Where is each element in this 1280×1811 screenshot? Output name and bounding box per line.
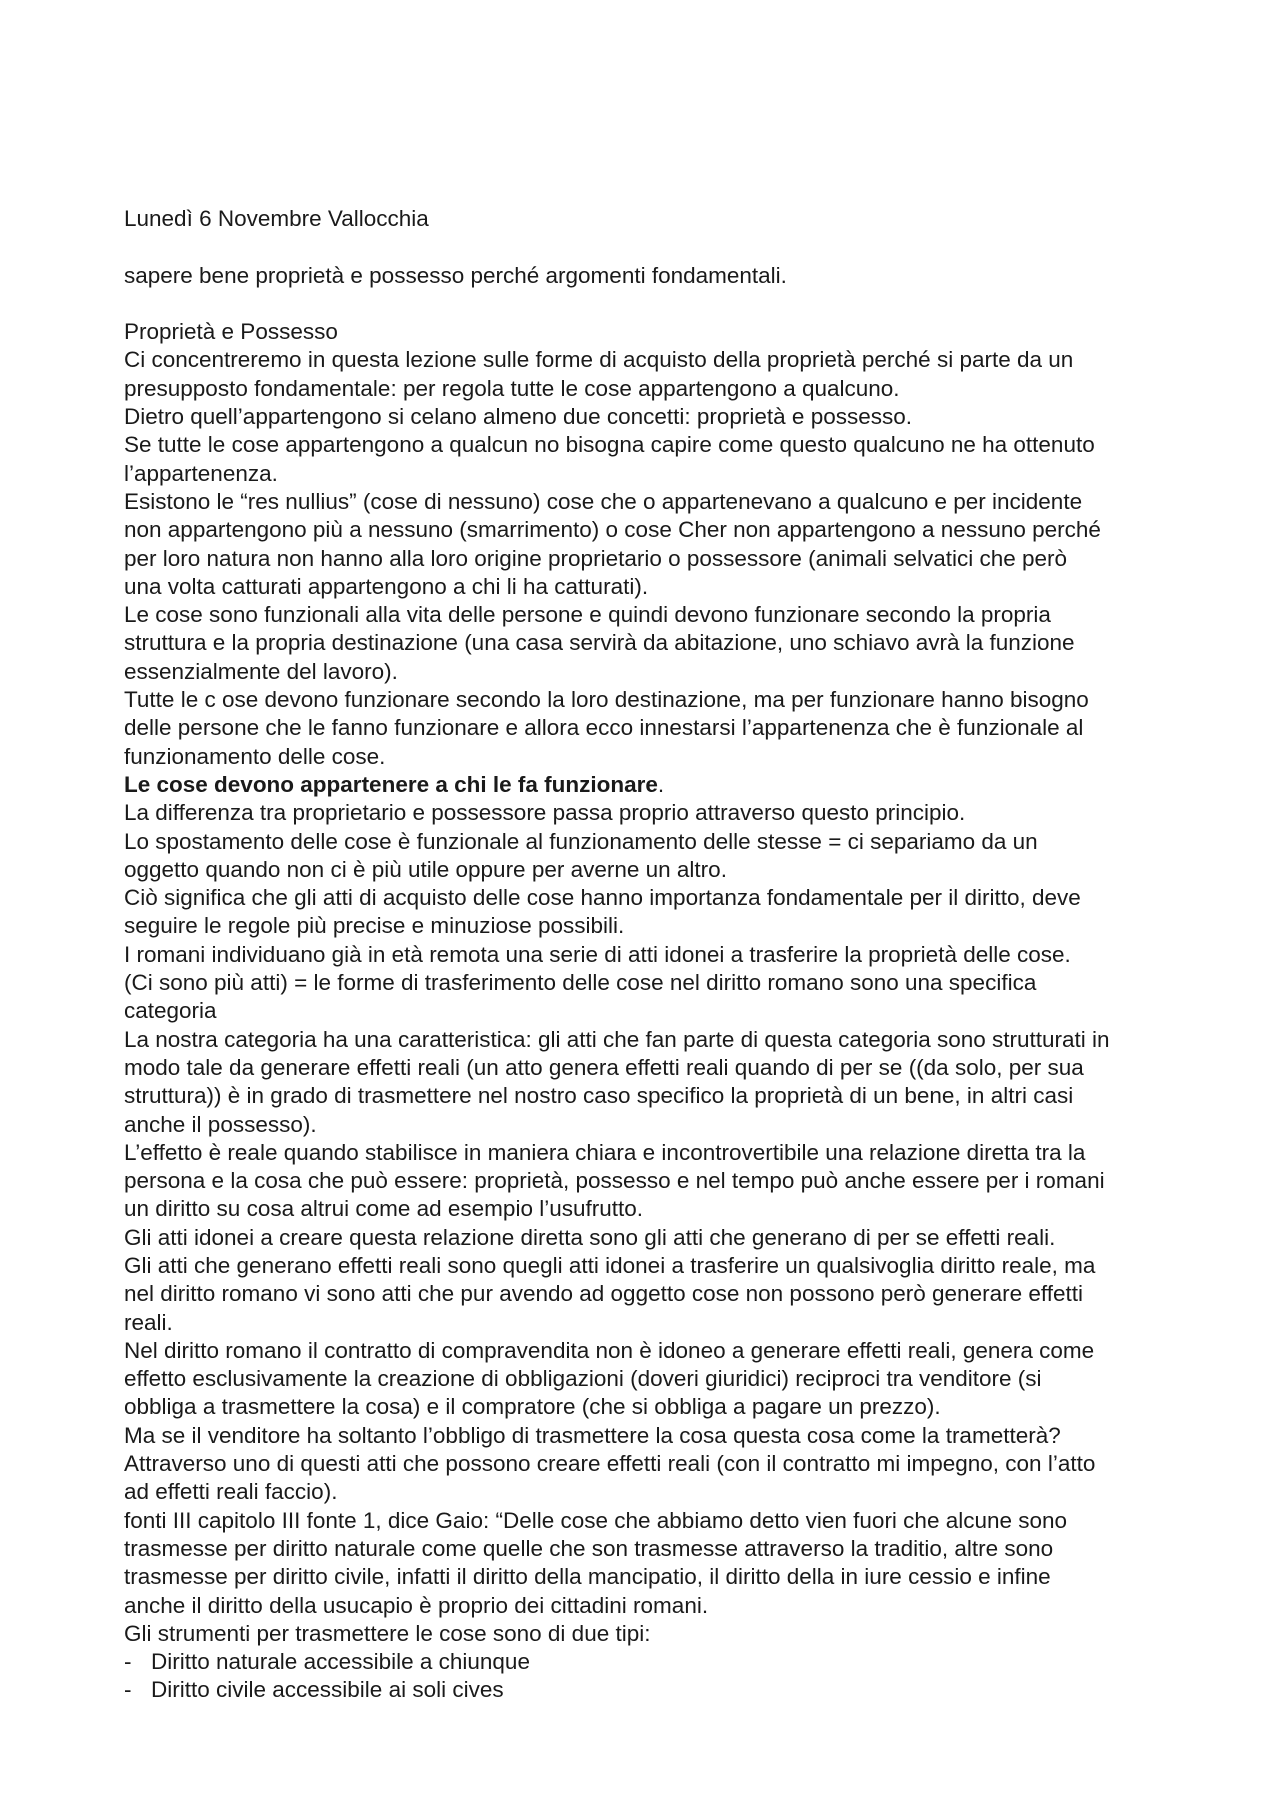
text-line: struttura e la propria destinazione (una casa servirà da abitazione, uno schiavo avrà la funzione (124, 630, 1075, 656)
text-line: Nel diritto romano il contratto di compravendita non è idoneo a generare effetti reali, genera come (124, 1337, 1095, 1363)
text-line: anche il possesso). (124, 1111, 317, 1137)
text-line: funzionamento delle cose. (124, 743, 386, 769)
paragraph-block-2 (124, 799, 1174, 1648)
bold-statement-period: . (657, 771, 665, 797)
text-line: Gli strumenti per trasmettere le cose sono di due tipi: (124, 1620, 651, 1646)
bullet-marker: - (124, 1677, 132, 1703)
text-line: seguire le regole più precise e minuziose possibili. (124, 913, 625, 939)
text-line: reali. (124, 1309, 173, 1335)
text-line: una volta catturati appartengono a chi li ha catturati). (124, 573, 649, 599)
bullet-marker: - (124, 1649, 132, 1675)
text-line: presupposto fondamentale: per regola tutte le cose appartengono a qualcuno. (124, 375, 900, 401)
blank-line (124, 290, 1174, 318)
text-line: trasmesse per diritto civile, infatti il diritto della mancipatio, il diritto della in iure cessio e infine (124, 1564, 1051, 1590)
text-line: non appartengono più a nessuno (smarrimento) o cose Cher non appartengono a nessuno perché (124, 517, 1101, 543)
bold-statement-line (124, 771, 1174, 799)
text-line: oggetto quando non ci è più utile oppure per averne un altro. (124, 856, 727, 882)
list-item-text: Diritto naturale accessibile a chiunque (151, 1649, 530, 1675)
text-line: nel diritto romano vi sono atti che pur avendo ad oggetto cose non possono però generare effetti (124, 1281, 1083, 1307)
text-line: Ciò significa che gli atti di acquisto delle cose hanno importanza fondamentale per il diritto, deve (124, 885, 1081, 911)
text-line: Ma se il venditore ha soltanto l’obbligo di trasmettere la cosa questa cosa come la trametterà? (124, 1422, 1061, 1448)
text-line: l’appartenenza. (124, 460, 278, 486)
intro-line: sapere bene proprietà e possesso perché argomenti fondamentali. (124, 262, 787, 288)
text-line: ad effetti reali faccio). (124, 1479, 338, 1505)
list-item (124, 1648, 1174, 1676)
text-line: modo tale da generare effetti reali (un atto genera effetti reali quando di per se ((da solo, per sua (124, 1054, 1084, 1080)
text-line: La nostra categoria ha una caratteristica: gli atti che fan parte di questa categoria sono strutturati in (124, 1026, 1110, 1052)
paragraph-block-1 (124, 346, 1174, 770)
text-line: essenzialmente del lavoro). (124, 658, 398, 684)
text-line: Dietro quell’appartengono si celano almeno due concetti: proprietà e possesso. (124, 404, 912, 430)
section-title: Proprietà e Possesso (124, 319, 338, 345)
text-line: un diritto su cosa altrui come ad esempio l’usufrutto. (124, 1196, 644, 1222)
text-line: I romani individuano già in età remota una serie di atti idonei a trasferire la proprietà delle cose. (124, 941, 1071, 967)
text-line: Se tutte le cose appartengono a qualcun no bisogna capire come questo qualcuno ne ha ottenuto (124, 432, 1095, 458)
text-line: fonti III capitolo III fonte 1, dice Gaio: “Delle cose che abbiamo detto vien fuori che alcune sono (124, 1507, 1068, 1533)
document-header: Lunedì 6 Novembre Vallocchia (124, 206, 429, 231)
document-page (124, 205, 1174, 1705)
text-line: Attraverso uno di questi atti che possono creare effetti reali (con il contratto mi impegno, con l’atto (124, 1451, 1096, 1477)
bold-statement: Le cose devono appartenere a chi le fa funzionare (124, 771, 658, 797)
text-line: effetto esclusivamente la creazione di obbligazioni (doveri giuridici) reciproci tra venditore (si (124, 1366, 1042, 1392)
text-line: (Ci sono più atti) = le forme di trasferimento delle cose nel diritto romano sono una specifica (124, 970, 1037, 996)
text-line: persona e la cosa che può essere: proprietà, possesso e nel tempo può anche essere per i romani (124, 1168, 1105, 1194)
text-line: Gli atti idonei a creare questa relazione diretta sono gli atti che generano di per se effetti reali. (124, 1224, 1056, 1250)
text-line: struttura)) è in grado di trasmettere nel nostro caso specifico la proprietà di un bene, in altri casi (124, 1083, 1074, 1109)
text-line: anche il diritto della usucapio è proprio dei cittadini romani. (124, 1592, 709, 1618)
text-line: Ci concentreremo in questa lezione sulle forme di acquisto della proprietà perché si parte da un (124, 347, 1074, 373)
text-line: La differenza tra proprietario e possessore passa proprio attraverso questo principio. (124, 800, 966, 826)
text-line: categoria (124, 998, 217, 1024)
text-line: delle persone che le fanno funzionare e allora ecco innestarsi l’appartenenza che è funzionale al (124, 715, 1084, 741)
list-item-text: Diritto civile accessibile ai soli cives (151, 1677, 504, 1703)
text-line: trasmesse per diritto naturale come quelle che son trasmesse attraverso la traditio, altre sono (124, 1535, 1054, 1561)
text-line: per loro natura non hanno alla loro origine proprietario o possessore (animali selvatici che però (124, 545, 1068, 571)
text-line: Lo spostamento delle cose è funzionale al funzionamento delle stesse = ci separiamo da un (124, 828, 1038, 854)
text-line: Gli atti che generano effetti reali sono quegli atti idonei a trasferire un qualsivoglia diritto reale, ma (124, 1252, 1096, 1278)
text-line: obbliga a trasmettere la cosa) e il compratore (che si obbliga a pagare un prezzo). (124, 1394, 941, 1420)
text-line: Le cose sono funzionali alla vita delle persone e quindi devono funzionare secondo la propria (124, 602, 1051, 628)
bullet-list (124, 1648, 1174, 1705)
blank-line (124, 233, 1174, 261)
list-item (124, 1676, 1174, 1704)
text-line: L’effetto è reale quando stabilisce in maniera chiara e incontrovertibile una relazione diretta tra la (124, 1139, 1086, 1165)
text-line: Esistono le “res nullius” (cose di nessuno) cose che o appartenevano a qualcuno e per incidente (124, 488, 1083, 514)
text-line: Tutte le c ose devono funzionare secondo la loro destinazione, ma per funzionare hanno bisogno (124, 687, 1089, 713)
